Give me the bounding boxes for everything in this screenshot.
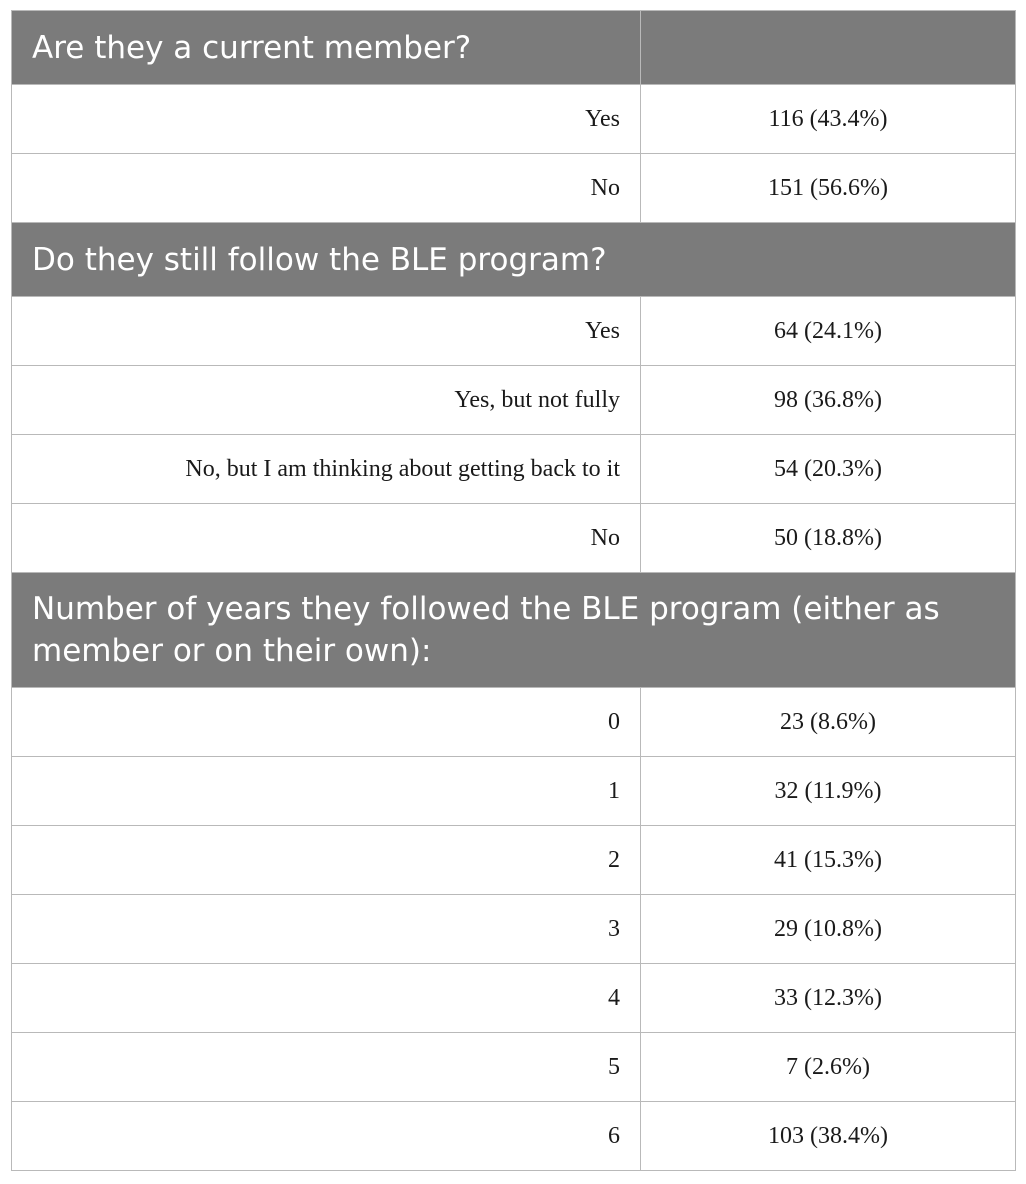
- table-row: [12, 297, 1016, 366]
- row-label: Yes, but not fully: [12, 366, 641, 435]
- table-row: [12, 504, 1016, 573]
- section-title: Are they a current member?: [12, 11, 641, 85]
- row-label: 4: [12, 964, 641, 1033]
- section-header-current-member: [12, 11, 1016, 85]
- table-row: [12, 85, 1016, 154]
- row-value: 32 (11.9%): [641, 757, 1016, 826]
- row-label: No: [12, 504, 641, 573]
- section-header-years-followed: [12, 573, 1016, 688]
- row-value: 98 (36.8%): [641, 366, 1016, 435]
- section-header-follow-program: [12, 223, 1016, 297]
- row-value: 33 (12.3%): [641, 964, 1016, 1033]
- row-value: 50 (18.8%): [641, 504, 1016, 573]
- row-value: 23 (8.6%): [641, 688, 1016, 757]
- section-title: Do they still follow the BLE program?: [12, 223, 1016, 297]
- row-label: 6: [12, 1102, 641, 1171]
- row-value: 54 (20.3%): [641, 435, 1016, 504]
- table-row: [12, 435, 1016, 504]
- row-label: No, but I am thinking about getting back to it: [12, 435, 641, 504]
- table-row: [12, 1102, 1016, 1171]
- section-title: Number of years they followed the BLE program (either as member or on their own):: [12, 573, 1016, 688]
- table-row: [12, 964, 1016, 1033]
- row-label: 5: [12, 1033, 641, 1102]
- row-label: Yes: [12, 297, 641, 366]
- section-header-empty-cell: [641, 11, 1016, 85]
- row-label: Yes: [12, 85, 641, 154]
- table-row: [12, 688, 1016, 757]
- row-value: 151 (56.6%): [641, 154, 1016, 223]
- row-value: 41 (15.3%): [641, 826, 1016, 895]
- survey-results-table: [11, 10, 1016, 1171]
- table-row: [12, 826, 1016, 895]
- table-row: [12, 757, 1016, 826]
- row-value: 7 (2.6%): [641, 1033, 1016, 1102]
- table-row: [12, 154, 1016, 223]
- row-value: 116 (43.4%): [641, 85, 1016, 154]
- row-label: 2: [12, 826, 641, 895]
- row-label: 1: [12, 757, 641, 826]
- table-row: [12, 366, 1016, 435]
- row-label: No: [12, 154, 641, 223]
- row-value: 103 (38.4%): [641, 1102, 1016, 1171]
- row-label: 0: [12, 688, 641, 757]
- table-row: [12, 1033, 1016, 1102]
- row-value: 64 (24.1%): [641, 297, 1016, 366]
- row-label: 3: [12, 895, 641, 964]
- table-row: [12, 895, 1016, 964]
- row-value: 29 (10.8%): [641, 895, 1016, 964]
